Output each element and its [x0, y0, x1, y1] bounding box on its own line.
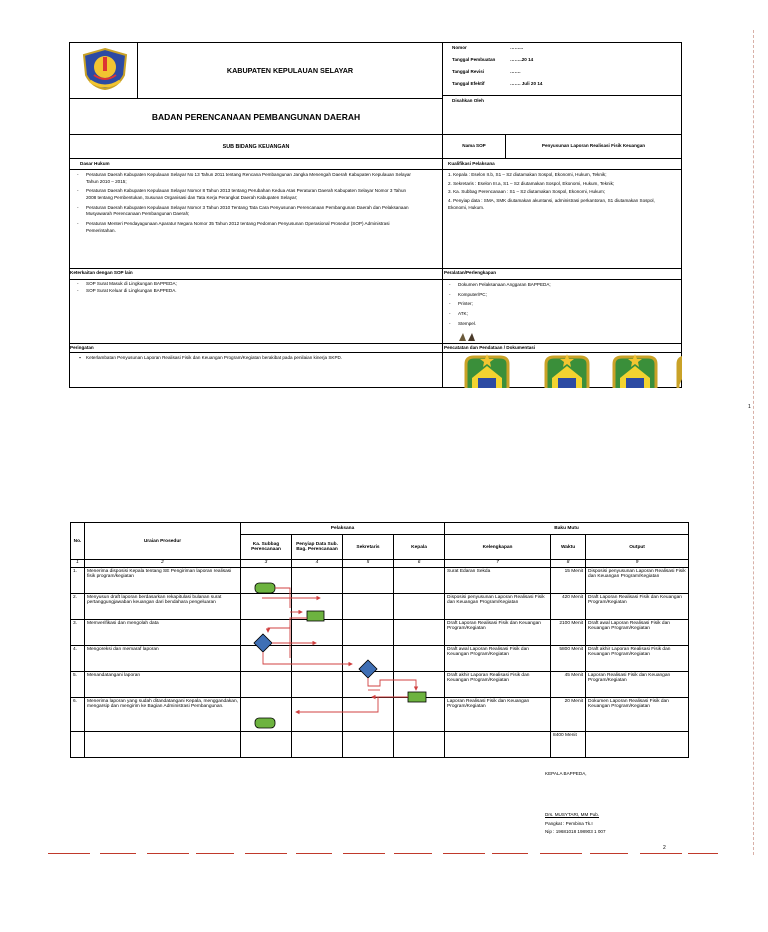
table-row: [71, 594, 689, 620]
bullet-icon: ▪: [79, 355, 81, 360]
legal-basis-list: [74, 172, 414, 234]
table-row: [71, 698, 689, 732]
list-item: - Peraturan Daerah Kabupaten Kepulauan Selayar No 13 Tahun 2011 tentang Rencana Pembangunan Jangka Menengah Daerah Kabupaten Kepulauan Selayar Tahun 2010 – 2015;: [74, 172, 414, 185]
col-number: 4: [292, 560, 343, 568]
row-waktu: 45 Menit: [551, 672, 586, 698]
col-number: 6: [394, 560, 445, 568]
col-uraian: Uraian Prosedur: [85, 523, 241, 560]
table-row: [71, 646, 689, 672]
total-time: 8400 Menit: [551, 732, 586, 758]
row-waktu: 5800 Menit: [551, 646, 586, 672]
meta-label: Tanggal Efektif: [452, 81, 485, 86]
col-kelengkapan: Kelengkapan: [445, 535, 551, 560]
list-item: - Komputer/PC;: [446, 292, 646, 299]
col-number: 7: [445, 560, 551, 568]
approved-by-label: Disahkan Oleh: [452, 98, 484, 103]
page-edge-marker: [753, 30, 755, 855]
list-item: - Printer;: [446, 301, 646, 308]
regency-name: KABUPATEN KEPULAUAN SELAYAR: [226, 66, 354, 75]
regency-logo-icon: [80, 47, 130, 91]
warning-text: Keterlambatan Penyusunan Laporan Realisasi Fisik dan Keuangan Program/Kegiatan berakibat pada penilaian kinerja SKPD.: [86, 355, 343, 360]
qualification-list: [448, 172, 673, 211]
meta-value: ……..20 14: [510, 57, 534, 62]
row-output: Draft Laporan Realisasi Fisik dan Keuangan Program/Kegiatan: [586, 594, 689, 620]
col-output: Output: [586, 535, 689, 560]
col-waktu: Waktu: [551, 535, 586, 560]
signature-nip: Nip : 19681018 198903 1 007: [545, 829, 606, 834]
list-item: - ATK;: [446, 311, 646, 318]
row-waktu: 420 Menit: [551, 594, 586, 620]
row-waktu: 2100 Menit: [551, 620, 586, 646]
page-number: 2: [663, 845, 666, 851]
meta-label: Tanggal Pembuatan: [452, 57, 496, 62]
warning-text-row: [74, 355, 434, 362]
meta-value: ……...: [510, 45, 524, 50]
sop-meta: [452, 45, 672, 93]
meta-value: ……. Juli 20 14: [510, 81, 543, 86]
list-item: 3. Ka. Subbag Perencanaan : S1 – S2 diutamakan Sospol, Ekonomi, Hukum;: [448, 189, 606, 195]
agency-name: BADAN PERENCANAAN PEMBANGUNAN DAERAH: [151, 111, 361, 122]
procedure-table: [70, 522, 689, 758]
row-uraian: Menyusun draft laporan berdasarkan rekapitulasi bulanan surat pertanggungjawaban keuangan dari bendahara pengeluaran: [85, 594, 241, 620]
col-number: 5: [343, 560, 394, 568]
col-number: 9: [586, 560, 689, 568]
signature-name: Drs. MUSYTARI, MM Pub.: [545, 812, 600, 817]
division-name: SUB BIDANG KEUANGAN: [222, 143, 290, 150]
col-number: 1: [71, 560, 85, 568]
row-no: 1.: [71, 568, 85, 594]
sop-name-label: Nama SOP: [462, 143, 486, 149]
equipment-list: [446, 282, 646, 327]
row-kelengkapan: Draft awal Laporan Realisasi Fisik dan Keuangan Program/Kegiatan: [445, 646, 551, 672]
row-no: 3.: [71, 620, 85, 646]
row-kelengkapan: Draft akhir Laporan Realisasi Fisik dan Keuangan Program/Kegiatan: [445, 672, 551, 698]
table-row: [71, 672, 689, 698]
legal-basis-title: Dasar Hukum: [80, 161, 110, 166]
row-waktu: 20 Menit: [551, 698, 586, 732]
list-item: 2. Sekretaris : Eselon III.a, S1 – S2 diutamakan Sospol, Ekonomi, Hukum, Teknik;: [448, 180, 615, 186]
qualification-title: Kualifikasi Pelaksana: [448, 161, 495, 166]
col-sekretaris: Sekretaris: [343, 535, 394, 560]
logo-strip-icon: [460, 354, 682, 388]
row-uraian: Menerima disposisi Kepala tentang SE Pengiriman laporan realisasi fisik program/kegiatan: [85, 568, 241, 594]
row-no: 6.: [71, 698, 85, 732]
list-item: 4. Penyiap data : SMA, SMK diutamakan akuntansi, administrasi perkantoran, S1 diutamakan Sospol, Ekonomi, Hukum.: [448, 197, 655, 210]
row-output: Disposisi penyusunan Laporan Realisasi Fisik dan Keuangan Program/Kegiatan: [586, 568, 689, 594]
row-kelengkapan: Disposisi penyusunan Laporan Realisasi Fisik dan Keuangan Program/Kegiatan: [445, 594, 551, 620]
meta-label: Tanggal Revisi: [452, 69, 485, 74]
col-baku-mutu: Baku Mutu: [445, 523, 689, 535]
recording-title: Pencatatan dan Pendataan / Dokumentasi: [444, 345, 536, 350]
sop-name: Penyusunan Laporan Realisasi Fisik Keuangan: [541, 143, 646, 149]
row-kelengkapan: Draft Laporan Realisasi Fisik dan Keuangan Program/Kegiatan: [445, 620, 551, 646]
meta-label: Nomor: [452, 45, 467, 50]
row-kelengkapan: Laporan Realisasi Fisik dan Keuangan Program/Kegiatan: [445, 698, 551, 732]
total-row: [71, 732, 689, 758]
col-no: No.: [71, 523, 85, 560]
row-uraian: Mengoreksi dan memaraf laporan: [85, 646, 241, 672]
list-item: - Stempel.: [446, 321, 646, 328]
col-kepala: Kepala: [394, 535, 445, 560]
col-number: 8: [551, 560, 586, 568]
row-output: Draft akhir Laporan Realisasi Fisik dan Keuangan Program/Kegiatan: [586, 646, 689, 672]
list-item: - Peraturan Daerah Kabupaten Kepulauan Selayar Nomor 8 Tahun 2013 tentang Perubahan Kedua Atas Peraturan Daerah Kabupaten Selayar Nomor 3 Tahun 2008 tentang Pembentukan, Susunan Organisasi dan Tata Kerja Perangkat Daerah Kabupaten Selayar;: [74, 188, 414, 201]
row-output: Draft awal Laporan Realisasi Fisik dan Keuangan Program/Kegiatan: [586, 620, 689, 646]
list-item: - SOP Surat Keluar di Lingkungan BAPPEDA.: [74, 288, 404, 295]
page-number: 1: [748, 404, 751, 410]
col-kasubbag: Ka. Subbag Perencanaan: [241, 535, 292, 560]
list-item: 1. Kepala : Eselon II.b, S1 – S2 diutamakan Sospol, Ekonomi, Hukum, Teknik;: [448, 172, 607, 177]
row-no: 4.: [71, 646, 85, 672]
relation-title: Keterkaitan dengan SOP lain: [70, 270, 133, 275]
signature-title: KEPALA BAPPEDA,: [545, 771, 587, 776]
list-item: - SOP Surat Masuk di Lingkungan BAPPEDA;: [74, 281, 404, 288]
table-row: [71, 620, 689, 646]
col-number: 2: [85, 560, 241, 568]
row-uraian: Memverifikasi dan mengolah data: [85, 620, 241, 646]
meta-value: …….: [510, 69, 521, 74]
list-item: - Peraturan Menteri Pendayagunaan Aparatur Negara Nomor 35 Tahun 2012 tentang Pedoman Penyusunan Operasional Prosedur (SOP) Administrasi Pemerintahan.: [74, 221, 414, 234]
list-item: - Dokumen Pelaksanaan Anggaran BAPPEDA;: [446, 282, 646, 289]
warning-title: Peringatan: [70, 345, 94, 350]
col-penyiap: Penyiap Data Sub. Bag. Perencanaan: [292, 535, 343, 560]
row-no: 2.: [71, 594, 85, 620]
row-waktu: 15 Menit: [551, 568, 586, 594]
equipment-title: Peralatan/Perlengkapan: [444, 270, 497, 275]
relation-list: [74, 281, 404, 294]
col-number: 3: [241, 560, 292, 568]
row-kelengkapan: Surat Edaran Sekda: [445, 568, 551, 594]
row-output: Laporan Realisasi Fisik dan Keuangan Program/Kegiatan: [586, 672, 689, 698]
table-row: [71, 568, 689, 594]
row-output: Dokumen Laporan Realisasi Fisik dan Keuangan Program/Kegiatan: [586, 698, 689, 732]
list-item: - Peraturan Daerah Kabupaten Kepulauan Selayar Nomor 3 Tahun 2010 Tentang Tata Cara Penyusunan Perencanaan Pembangunan Daerah dan Pelaksanaan Musyawarah Perencanaan Pembangunan Daerah;: [74, 205, 414, 218]
signature-rank: Pangkat : Pembina Tk.I: [545, 821, 593, 826]
row-uraian: Menandatangani laporan: [85, 672, 241, 698]
col-pelaksana: Pelaksana: [241, 523, 445, 535]
stamp-icon: [457, 331, 477, 343]
row-no: 5.: [71, 672, 85, 698]
row-uraian: Menerima laporan yang sudah ditandatangani Kepala, menggandakan, mengarsip dan mengirim ke Bagian Administrasi Pembangunan.: [85, 698, 241, 732]
